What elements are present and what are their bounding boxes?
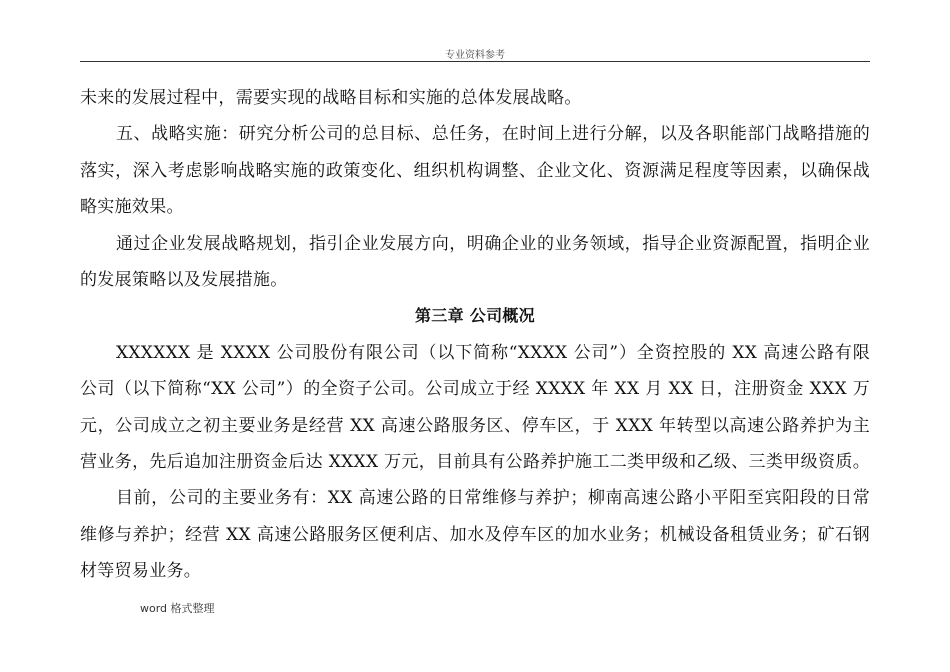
- paragraph-line: 元，公司成立之初主要业务是经营 XX 高速公路服务区、停车区，于 XXX 年转型以高速公路养护为主: [80, 415, 870, 436]
- paragraph-line: 未来的发展过程中，需要实现的战略目标和实施的总体发展战略。: [80, 88, 582, 108]
- paragraph-line: 营业务，先后追加注册资金后达 XXXX 万元，目前具有公路养护施工二类甲级和乙级、三类甲级资质。: [80, 451, 870, 472]
- header-divider: [80, 61, 870, 62]
- paragraph-line: 材等贸易业务。: [80, 561, 202, 582]
- paragraph-line: 的发展策略以及发展措施。: [80, 269, 288, 290]
- paragraph-line: 目前，公司的主要业务有：XX 高速公路的日常维修与养护；柳南高速公路小平阳至宾阳段的日常: [116, 488, 870, 509]
- paragraph-line: 通过企业发展战略规划，指引企业发展方向，明确企业的业务领域，指导企业资源配置，指明企业: [116, 233, 870, 254]
- paragraph-line: 略实施效果。: [80, 197, 184, 218]
- paragraph-line: 公司（以下简称“XX 公司”）的全资子公司。公司成立于经 XXXX 年 XX 月 XX 日，注册资金 XXX 万: [80, 379, 870, 400]
- paragraph-line: 维修与养护；经营 XX 高速公路服务区便利店、加水及停车区的加水业务；机械设备租赁业务；矿石钢: [80, 524, 870, 545]
- paragraph-line: XXXXXX 是 XXXX 公司股份有限公司（以下简称“XXXX 公司”）全资控股的 XX 高速公路有限: [116, 342, 870, 363]
- document-body: [80, 80, 870, 589]
- page-footer: word 格式整理: [140, 602, 215, 615]
- page-header: 专业资料参考: [445, 50, 505, 61]
- paragraph-line: 五、战略实施：研究分析公司的总目标、总任务，在时间上进行分解，以及各职能部门战略措施的: [116, 124, 870, 145]
- chapter-heading: 第三章 公司概况: [415, 306, 535, 326]
- paragraph-line: 落实，深入考虑影响战略实施的政策变化、组织机构调整、企业文化、资源满足程度等因素，以确保战: [80, 160, 870, 181]
